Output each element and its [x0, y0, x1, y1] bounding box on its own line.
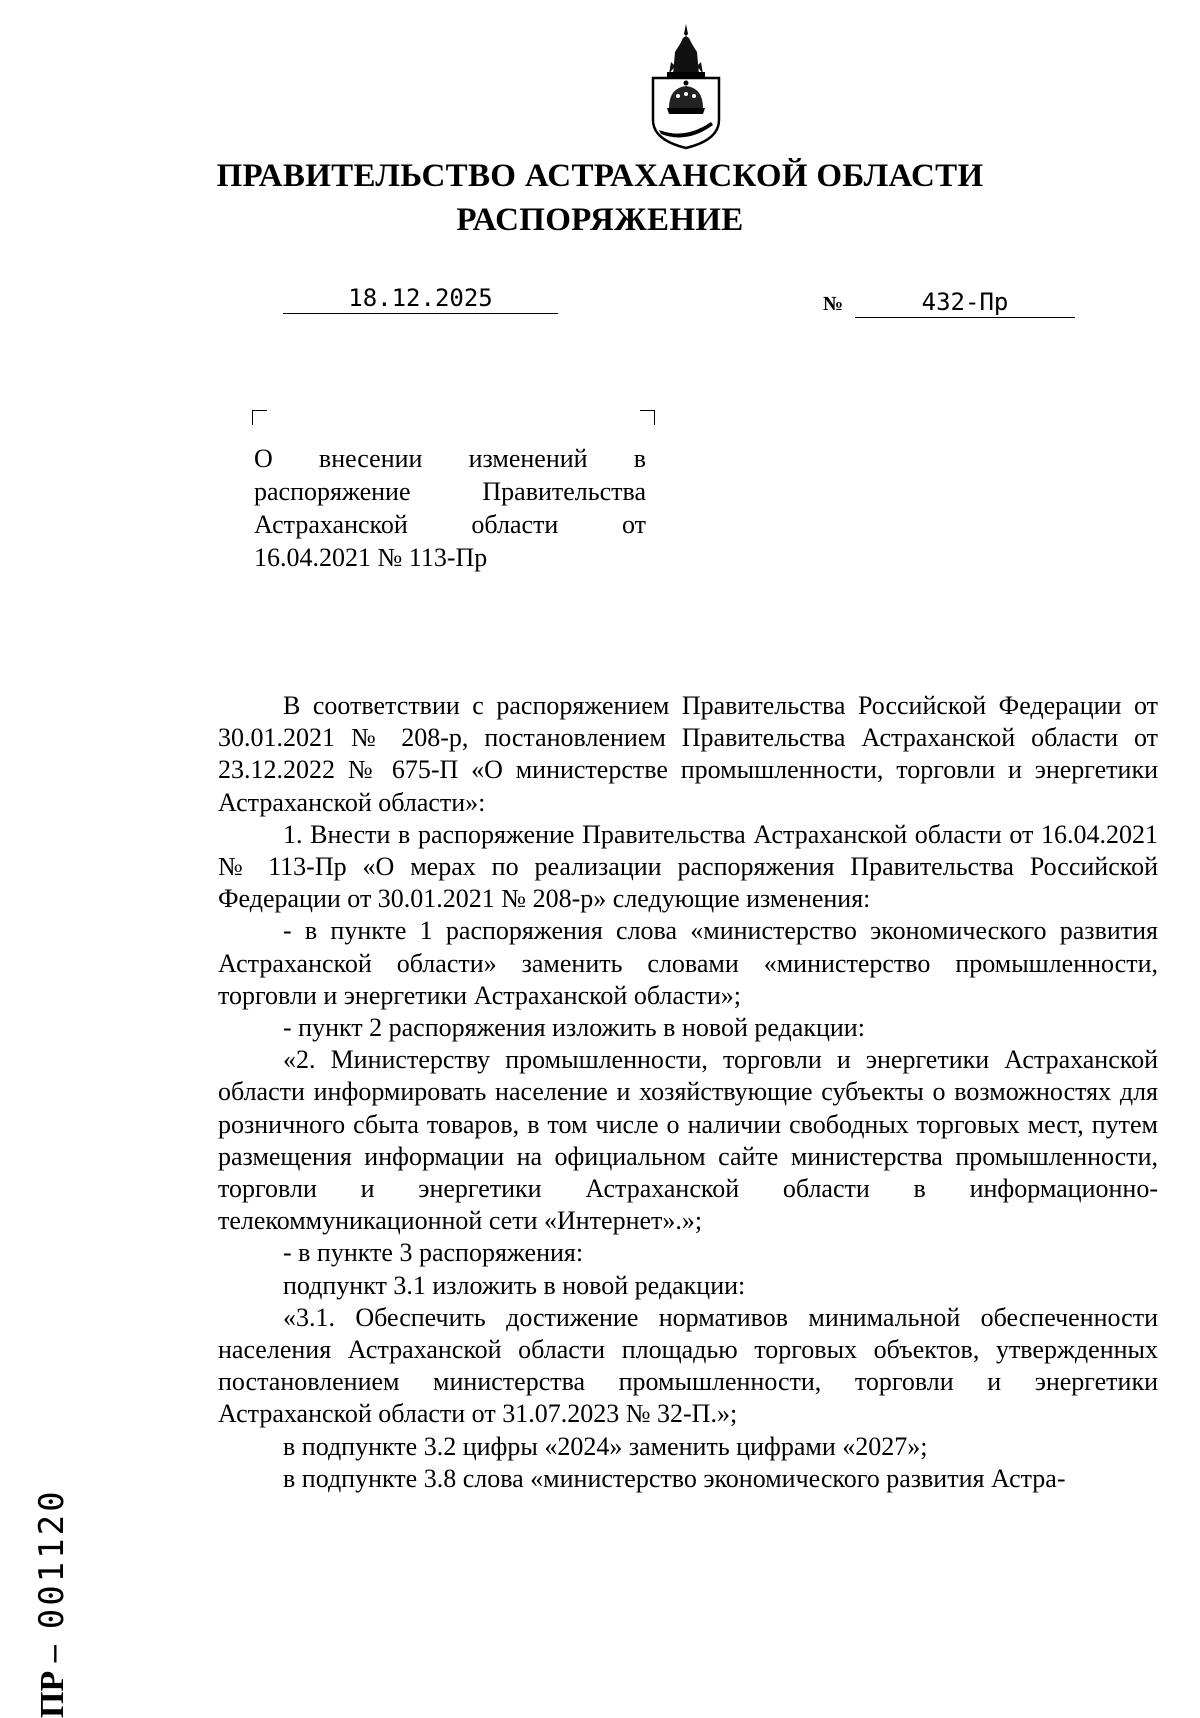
body-paragraph: - пункт 2 распоряжения изложить в новой редакции: [283, 1013, 865, 1043]
document-body [218, 690, 1158, 1495]
body-paragraph: подпункт 3.1 изложить в новой редакции: [283, 1270, 746, 1300]
document-number: 432-Пр [855, 287, 1075, 318]
organization-title: ПРАВИТЕЛЬСТВО АСТРАХАНСКОЙ ОБЛАСТИ [216, 158, 984, 194]
subject-bracket-right [640, 410, 655, 425]
subject-bracket-left [252, 410, 267, 425]
body-paragraph: - в пункте 1 распоряжения слова «министерство экономического развития Астраханской области» заменить словами «министерство промышленности, торговли и энергетики Астраханской области»; [218, 916, 1158, 1010]
body-paragraph: «3.1. Обеспечить достижение нормативов минимальной обеспеченности населения Астраханской области площадью торговых объектов, утвержденных постановлением министерства промышленности, торговли и энергетики Астраханской области от 31.07.2023 № 32-П.»; [218, 1302, 1158, 1429]
number-label: № [823, 293, 844, 315]
body-paragraph: В соответствии с распоряжением Правительства Российской Федерации от 30.01.2021 № 208-р, постановлением Правительства Астраханской области от 23.12.2022 № 675-П «О министерстве промышленности, торговли и энергетики Астраханской области»: [218, 691, 1158, 817]
body-paragraph: в подпункте 3.8 слова «министерство экономического развития Астра- [283, 1463, 1066, 1493]
body-paragraph: - в пункте 3 распоряжения: [283, 1238, 584, 1268]
stamp-code: 001120 [32, 1488, 72, 1630]
astrakhan-coat-of-arms-icon [645, 22, 727, 150]
stamp-prefix: ПР – [34, 1645, 71, 1718]
document-date: 18.12.2025 [283, 283, 558, 314]
body-paragraph: в подпункте 3.2 цифры «2024» заменить цифрами «2027»; [283, 1431, 928, 1461]
body-paragraph: 1. Внести в распоряжение Правительства Астраханской области от 16.04.2021 № 113-Пр «О мерах по реализации распоряжения Правительства Российской Федерации от 30.01.2021 № 208-р» следующие изменения: [218, 819, 1158, 914]
document-type: РАСПОРЯЖЕНИЕ [456, 202, 744, 238]
registration-stamp [32, 1488, 72, 1718]
document-subject: О внесении изменений в распоряжение Правительства Астраханской области от 16.04.2021 № 113-Пр [254, 444, 646, 572]
body-paragraph: «2. Министерству промышленности, торговли и энергетики Астраханской области информировать население и хозяйствующие субъекты о возможностях для розничного сбыта товаров, в том числе о наличии свободных торговых мест, путем размещения информации на официальном сайте министерства промышленности, торговли и энергетики Астраханской области в информационно-телекоммуникационной сети «Интернет».»; [218, 1045, 1158, 1236]
